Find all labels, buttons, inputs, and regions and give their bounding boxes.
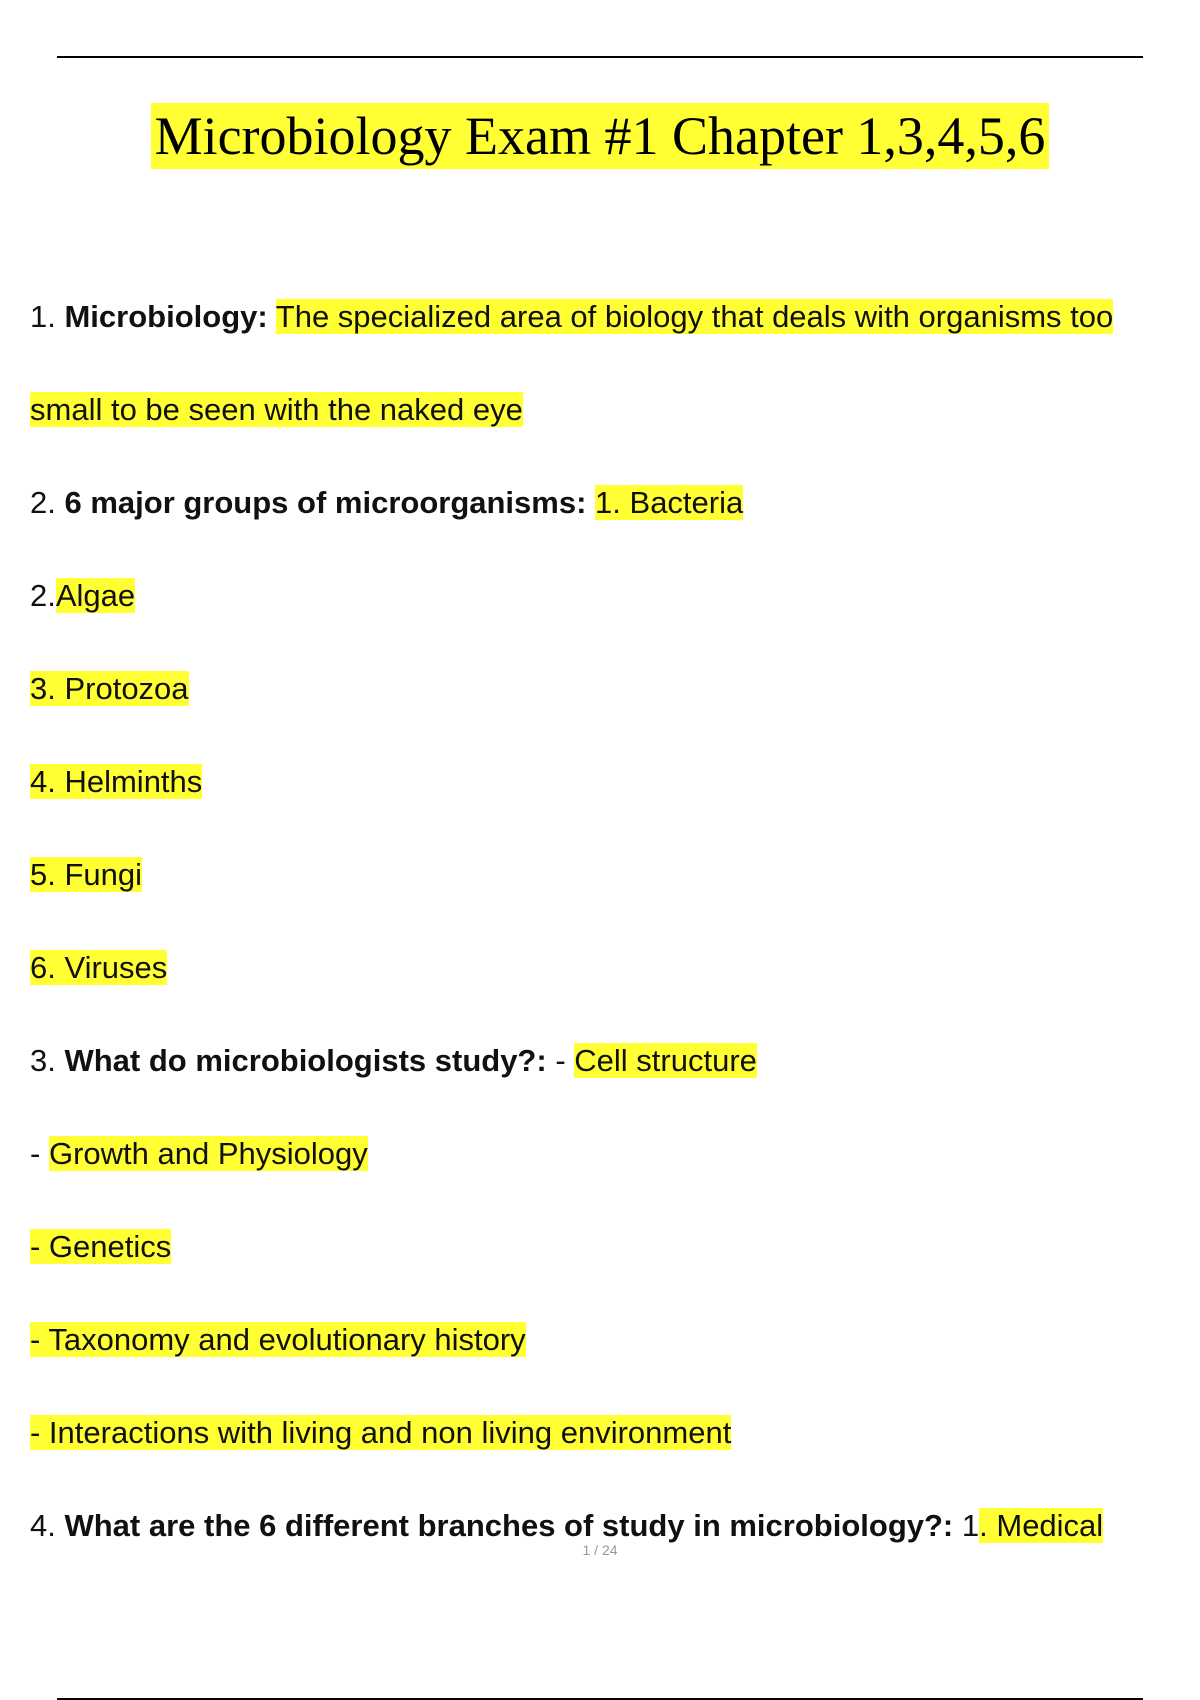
- q4-answer-medical: . Medical: [979, 1508, 1104, 1543]
- q2-line-helminths: [30, 763, 202, 801]
- q4-term: What are the 6 different branches of study in microbiology?:: [64, 1508, 954, 1543]
- q2-item-protozoa: 3. Protozoa: [30, 671, 189, 706]
- q1-line1: [30, 298, 1113, 336]
- q1-term: Microbiology:: [64, 299, 268, 334]
- page-number: 1 / 24: [582, 1542, 618, 1558]
- q3-item-genetics: - Genetics: [30, 1229, 172, 1264]
- q3-number: 3.: [30, 1043, 56, 1078]
- q3-line-genetics: [30, 1228, 171, 1266]
- title-wrap: [0, 103, 1200, 169]
- q3-dash: -: [555, 1043, 566, 1078]
- q2-item-bacteria: 1. Bacteria: [595, 485, 744, 520]
- q4-line1: [30, 1507, 1103, 1545]
- q1-definition-line1: The specialized area of biology that deals with organisms too: [275, 299, 1114, 334]
- q1-definition-line2: small to be seen with the naked eye: [30, 392, 523, 427]
- q2-number: 2.: [30, 485, 56, 520]
- q3-line-taxonomy: [30, 1321, 526, 1359]
- q3-item-cell-structure: Cell structure: [574, 1043, 757, 1078]
- q2-item-fungi: 5. Fungi: [30, 857, 143, 892]
- q3-line1: [30, 1042, 757, 1080]
- q2-item-viruses: 6. Viruses: [30, 950, 168, 985]
- q3-term: What do microbiologists study?:: [64, 1043, 547, 1078]
- q2-line-viruses: [30, 949, 167, 987]
- top-rule: [57, 56, 1143, 58]
- q2-item-helminths: 4. Helminths: [30, 764, 203, 799]
- q3-dash2: -: [30, 1136, 41, 1171]
- q1-number: 1.: [30, 299, 56, 334]
- q2-line1: [30, 484, 743, 522]
- q2-item-algae-number: 2.: [30, 578, 56, 613]
- q2-line-fungi: [30, 856, 142, 894]
- q3-item-growth: Growth and Physiology: [48, 1136, 368, 1171]
- q2-item-algae: Algae: [55, 578, 136, 613]
- q2-term: 6 major groups of microorganisms:: [64, 485, 587, 520]
- q3-item-interactions: - Interactions with living and non living environment: [30, 1415, 732, 1450]
- q2-line-algae: [30, 577, 135, 615]
- q1-line2: [30, 391, 523, 429]
- q4-number: 4.: [30, 1508, 56, 1543]
- q4-answer-prefix: 1: [961, 1508, 980, 1543]
- document-title: Microbiology Exam #1 Chapter 1,3,4,5,6: [151, 103, 1050, 169]
- q3-line-growth: [30, 1135, 368, 1173]
- q3-line-interactions: [30, 1414, 731, 1452]
- q2-line-protozoa: [30, 670, 189, 708]
- q3-item-taxonomy: - Taxonomy and evolutionary history: [30, 1322, 526, 1357]
